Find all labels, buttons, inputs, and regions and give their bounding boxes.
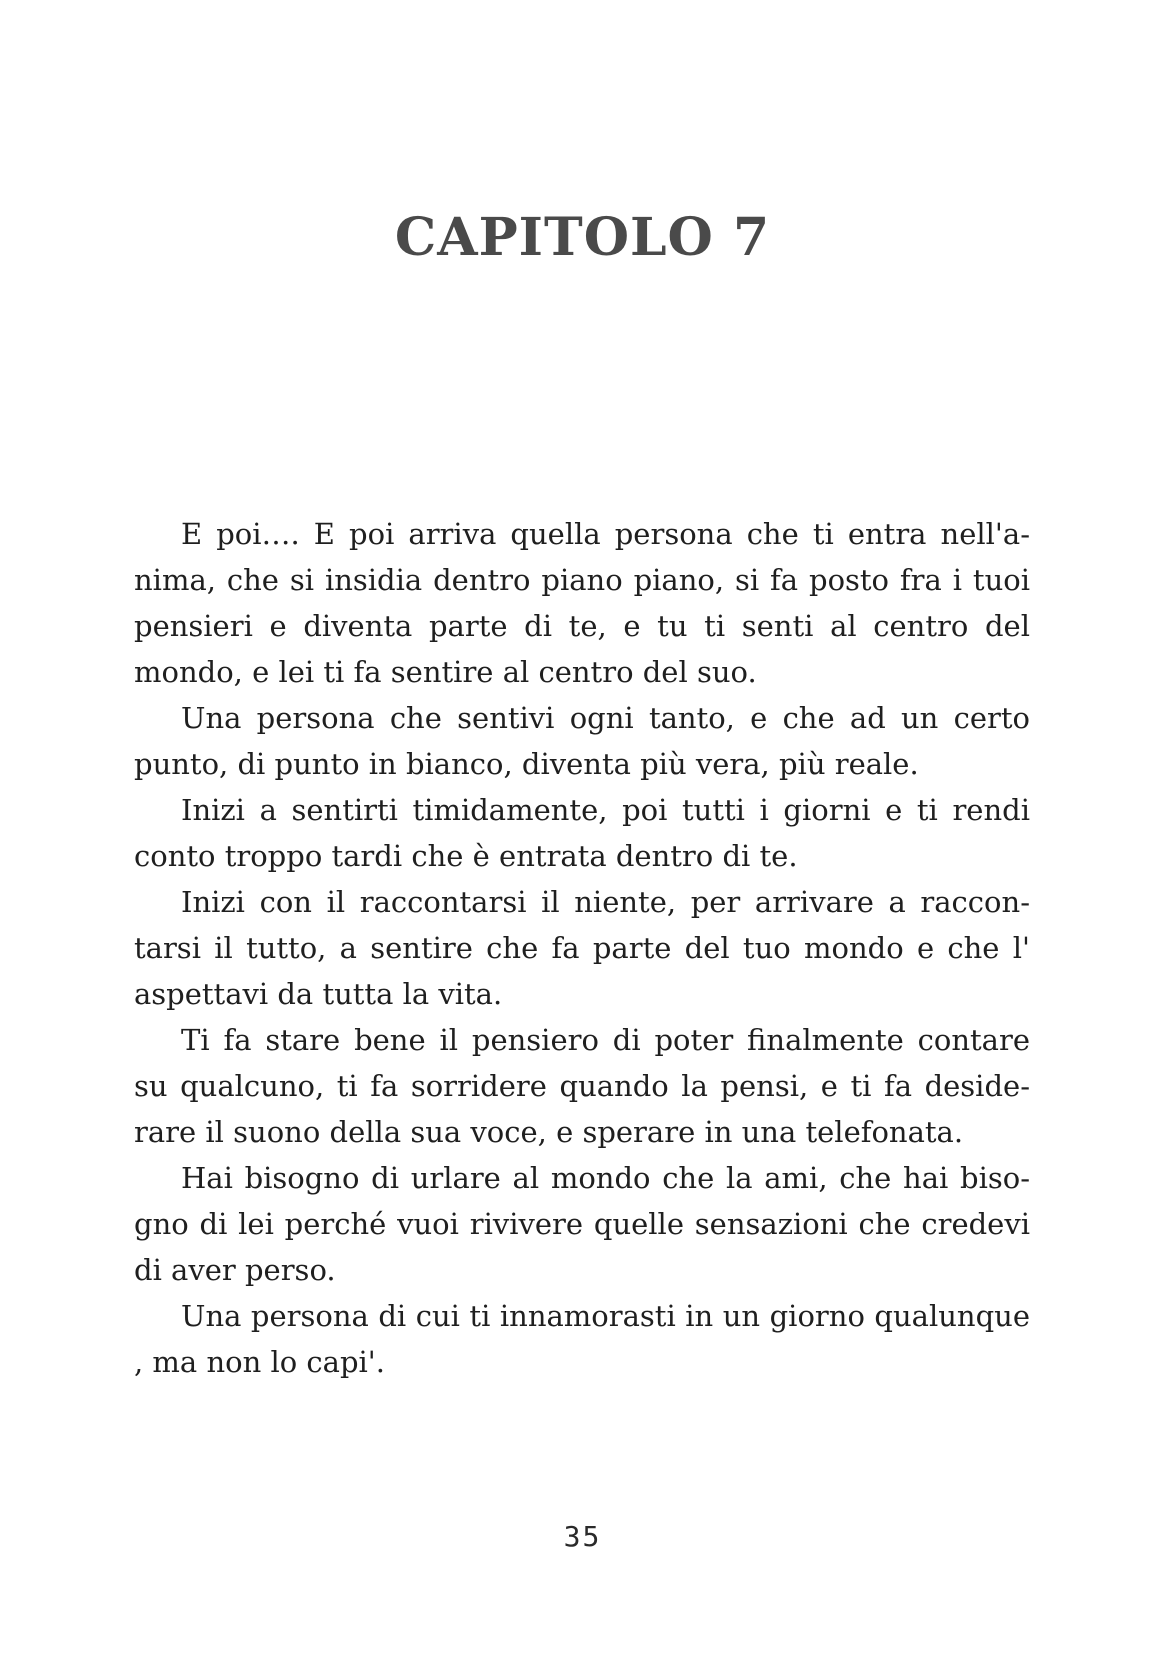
paragraph: E poi…. E poi arriva quella persona che ti entra nell'anima, che si insidia dentro piano piano, si fa posto fra i tuoi pensieri e diventa parte di te, e tu ti senti al centro del mondo, e lei ti fa sentire al centro del suo. <box>134 517 1030 689</box>
chapter-title: CAPITOLO 7 <box>394 207 771 268</box>
paragraph: Una persona di cui ti innamorasti in un giorno qualunque , ma non lo capi'. <box>134 1299 1030 1379</box>
paragraph: Hai bisogno di urlare al mondo che la ami, che hai bisogno di lei perché vuoi rivivere quelle sensazioni che credevi di aver perso. <box>134 1161 1030 1287</box>
paragraph: Inizi con il raccontarsi il niente, per arrivare a raccontarsi il tutto, a sentire che fa parte del tuo mondo e che l' aspettavi da tutta la vita. <box>134 885 1030 1011</box>
paragraph: Ti fa stare bene il pensiero di poter finalmente contare su qualcuno, ti fa sorridere quando la pensi, e ti fa desiderare il suono della sua voce, e sperare in una telefonata. <box>134 1023 1030 1149</box>
page-number: 35 <box>563 1520 602 1553</box>
paragraph: Inizi a sentirti timidamente, poi tutti i giorni e ti rendi conto troppo tardi che è entrata dentro di te. <box>134 793 1030 873</box>
paragraph: Una persona che sentivi ogni tanto, e che ad un certo punto, di punto in bianco, diventa più vera, più reale. <box>134 701 1030 781</box>
chapter-body <box>134 511 1030 1385</box>
